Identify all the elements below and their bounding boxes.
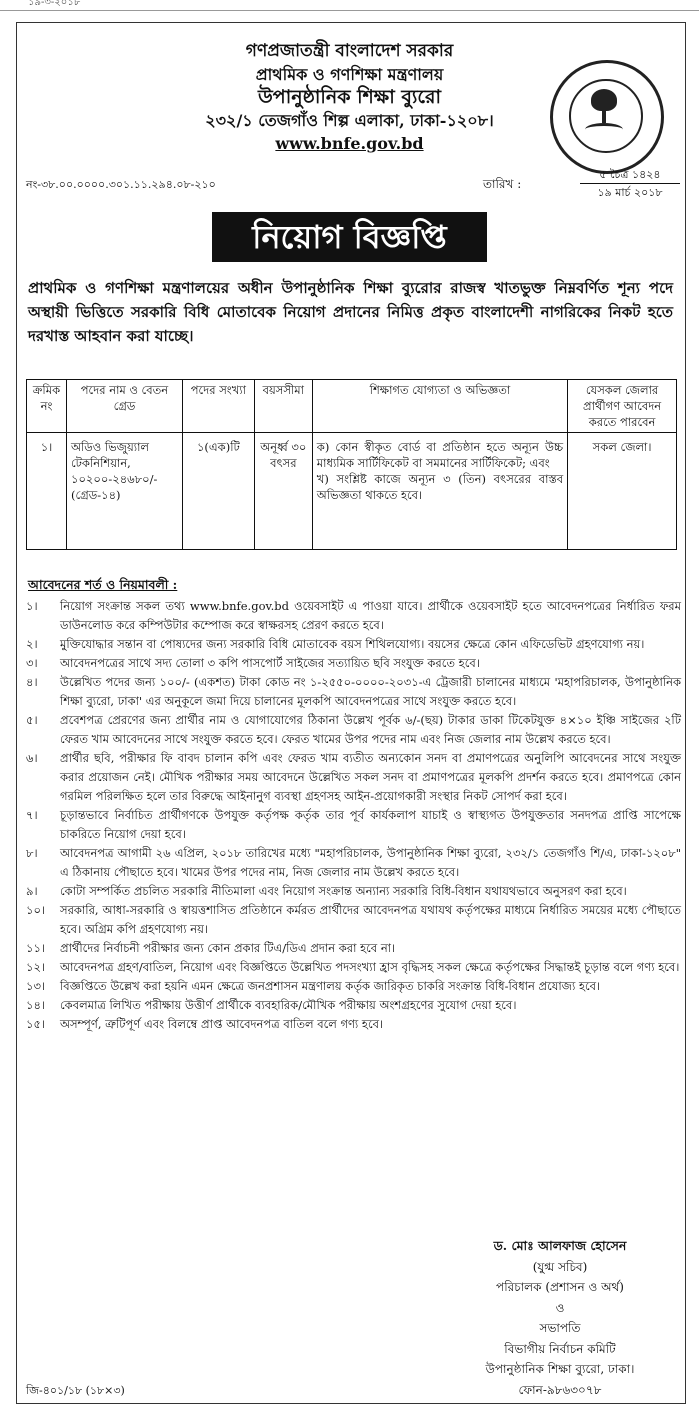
vacancy-table [26,379,677,550]
table-row [27,433,677,550]
signatory-and: ও [555,1300,565,1315]
col-count: পদের সংখ্যা [182,380,254,433]
signatory-post: পরিচালক (প্রশাসন ও অর্থ) [496,1280,624,1294]
date-bangla: ৫ চৈত্র ১৪২৪ [580,166,680,184]
col-age: বয়সসীমা [254,380,312,433]
website-link[interactable]: www.bnfe.gov.bd [275,134,424,153]
cell-count: ১(এক)টি [182,433,254,550]
qualification-a: ক) কোন স্বীকৃত বোর্ড বা প্রতিষ্ঠান হতে অন্যূন উচ্চ মাধ্যমিক সার্টিফিকেট বা সমমানের সার্টিফিকেট; এবং [316,440,564,470]
list-item: ১৫। অসম্পূর্ণ, ত্রুটিপূর্ণ এবং বিলম্বে প্রাপ্ত আবেদনপত্র বাতিল বলে গণ্য হবে। [26,1017,384,1031]
col-serial: ক্রমিক নং [27,380,67,433]
cell-post: অডিও ভিজুয়্যাল টেকনিশিয়ান, ১০২০০-২৪৬৮০/- (গ্রেড-১৪) [66,433,182,550]
cell-serial: ১। [27,433,67,550]
signatory-rank: (যুগ্ম সচিব) [532,1259,588,1274]
cell-qualification [312,433,567,550]
date-english: ১৯ মার্চ ২০১৮ [597,186,663,199]
signature-block [420,1236,699,1400]
date-label: তারিখ : [483,177,522,191]
top-strip [0,0,699,11]
conditions-list [26,597,681,1034]
signatory-committee: বিভাগীয় নির্বাচন কমিটি [504,1341,616,1356]
bureau-seal-logo [550,60,664,174]
date-box [580,166,680,201]
list-item: ১৪। কেবলমাত্র লিখিত পরীক্ষায় উত্তীর্ণ প্রার্থীকে ব্যবহারিক/মৌখিক পরীক্ষায় অংশগ্রহণের সুযোগ দেয়া হবে। [26,998,517,1012]
list-item: ৯। কোটা সম্পর্কিত প্রচলিত সরকারি নীতিমালা এবং নিয়োগ সংক্রান্ত অন্যান্য সরকারি বিধি-বিধান যথাযথভাবে অনুসরণ করা হবে। [26,884,627,898]
memo-number: নং-৩৮.০০.০০০০.৩০১.১১.২৯৪.০৮-২১০ [26,178,216,191]
list-item: ১০। সরকারি, আধা-সরকারি ও স্বায়ত্তশাসিত প্রতিষ্ঠানে কর্মরত প্রার্থীদের আবেদনপত্র যথাযথ কর্তৃপক্ষের মাধ্যমে নির্ধারিত সময়ের মধ্যে পৌছাতে হবে। অগ্রিম কপি গ্রহণযোগ্য নয়। [26,903,681,936]
list-item: ৬। প্রার্থীর ছবি, পরীক্ষার ফি বাবদ চালান কপি এবং ফেরত খাম ব্যতীত অন্যকোন সনদ বা প্রমাণপত্রের অনুলিপি আবেদনের সাথে সংযুক্ত করার প্রয়োজন নেই। মৌখিক পরীক্ষার সময় আবেদনে উল্লেখিত সকল সনদ বা প্রমাণপত্রের মূলকপি প্রদর্শন করতে হবে। প্রমাণপত্রে কোন গরমিল পরিলক্ষিত হলে তার বিরুদ্ধে আইনানুগ ব্যবস্থা গ্রহণসহ আইন-প্রয়োগকারী সংস্থার নিকট সোপর্দ করা হবে। [26,751,681,803]
signatory-role: সভাপতি [539,1321,581,1335]
address: ২৩২/১ তেজগাঁও শিল্প এলাকা, ঢাকা-১২০৮। [205,111,494,130]
col-districts: যেসকল জেলার প্রার্থীগণ আবেদন করতে পারবেন [568,380,677,433]
signatory-name: ড. মোঃ আলফাজ হোসেন [493,1238,627,1253]
bureau-name: উপানুষ্ঠানিক শিক্ষা ব্যুরো [258,86,441,108]
col-qualification: শিক্ষাগত যোগ্যতা ও অভিজ্ঞতা [312,380,567,433]
notice-title: নিয়োগ বিজ্ঞপ্তি [212,212,487,262]
govt-name: গণপ্রজাতন্ত্রী বাংলাদেশ সরকার [245,41,454,61]
signatory-office: উপানুষ্ঠানিক শিক্ষা ব্যুরো, ঢাকা। [485,1362,635,1376]
col-post: পদের নাম ও বেতন গ্রেড [66,380,182,433]
list-item: ১১। প্রার্থীদের নির্বাচনী পরীক্ষার জন্য কোন প্রকার টিএ/ডিএ প্রদান করা হবে না। [26,941,396,955]
signatory-phone: ফোন-৯৮৬৩০৭৮ [518,1382,602,1397]
open-book-icon [585,123,623,136]
footer-code: জি-৪০১/১৮ (১৮×৩) [26,1384,125,1397]
list-item: ৭। চূড়ান্তভাবে নির্বাচিত প্রার্থীগণকে উপযুক্ত কর্তৃপক্ষ কর্তৃক তার পূর্ব কার্যকলাপ যাচাই ও স্বাস্থ্যগত উপযুক্ততার সনদপত্র প্রাপ্তি সাপেক্ষে চাকরিতে নিয়োগ দেয়া হবে। [26,808,681,841]
list-item: ১। নিয়োগ সংক্রান্ত সকল তথ্য www.bnfe.gov.bd ওয়েবসাইট এ পাওয়া যাবে। প্রার্থীকে ওয়েবসাইট হতে আবেদনপত্রের নির্ধারিত ফরম ডাউনলোড করে কম্পিউটার কম্পোজ করে স্বাক্ষরসহ প্রেরণ করতে হবে। [26,599,681,632]
list-item: ২। মুক্তিযোদ্ধার সন্তান বা পোষ্যদের জন্য সরকারি বিধি মোতাবেক বয়স শিথিলযোগ্য। বয়সের ক্ষেত্রে কোন এফিডেভিট গ্রহণযোগ্য নয়। [26,637,645,651]
list-item: ৪। উল্লেখিত পদের জন্য ১০০/- (একশত) টাকা কোড নং ১-২৫৫০-০০০০-২০৩১-এ ট্রেজারী চালানের মাধ্যমে 'মহাপরিচালক, উপানুষ্ঠানিক শিক্ষা ব্যুরো, ঢাকা' এর অনুকূলে জমা দিয়ে চালানের মূলকপি আবেদনপত্রের সাথে সংযুক্ত করতে হবে। [26,675,681,708]
conditions-title: আবেদনের শর্ত ও নিয়মাবলী : [28,577,178,592]
list-item: ১২। আবেদনপত্র গ্রহণ/বাতিল, নিয়োগ এবং বিজ্ঞপ্তিতে উল্লেখিত পদসংখ্যা হ্রাস বৃদ্ধিসহ সকল ক্ষেত্রে কর্তৃপক্ষের সিদ্ধান্তই চূড়ান্ত বলে গণ্য হবে। [26,960,680,974]
top-strip-text: ১৯-৩-২০১৮ [28,0,81,8]
list-item: ৮। আবেদনপত্র আগামী ২৬ এপ্রিল, ২০১৮ তারিখের মধ্যে "মহাপরিচালক, উপানুষ্ঠানিক শিক্ষা ব্যুরো, ২৩২/১ তেজগাঁও শি/এ, ঢাকা-১২০৮" এ ঠিকানায় পৌছাতে হবে। খামের উপর পদের নাম, নিজ জেলার নাম উল্লেখ করতে হবে। [26,846,681,879]
ministry-name: প্রাথমিক ও গণশিক্ষা মন্ত্রণালয় [255,65,444,84]
qualification-b: খ) সংশ্লিষ্ট কাজে অন্যূন ৩ (তিন) বৎসরের বাস্তব অভিজ্ঞতা থাকতে হবে। [316,472,564,502]
tree-trunk-icon [602,109,606,123]
cell-districts: সকল জেলা। [568,433,677,550]
tree-icon [591,89,617,111]
list-item: ১৩। বিজ্ঞপ্তিতে উল্লেখ করা হয়নি এমন ক্ষেত্রে জনপ্রশাসন মন্ত্রণালয় কর্তৃক জারিকৃত চাকরি সংক্রান্ত বিধি-বিধান প্রযোজ্য হবে। [26,979,601,993]
list-item: ৩। আবেদনপত্রের সাথে সদ্য তোলা ৩ কপি পাসপোর্ট সাইজের সত্যায়িত ছবি সংযুক্ত করতে হবে। [26,656,480,670]
cell-age: অনূর্ধ্ব ৩০ বৎসর [254,433,312,550]
intro-paragraph: প্রাথমিক ও গণশিক্ষা মন্ত্রণালয়ের অধীন উপানুষ্ঠানিক শিক্ষা ব্যুরোর রাজস্ব খাতভুক্ত নিম্নবর্ণিত শূন্য পদে অস্থায়ী ভিত্তিতে সরকারি বিধি মোতাবেক নিয়োগ প্রদানের নিমিত্ত প্রকৃত বাংলাদেশী নাগরিকের নিকট হতে দরখাস্ত আহবান করা যাচ্ছে। [28,279,673,345]
list-item: ৫। প্রবেশপত্র প্রেরণের জন্য প্রার্থীর নাম ও যোগাযোগের ঠিকানা উল্লেখ পূর্বক ৬/-(ছয়) টাকার ডাকা টিকেটযুক্ত ৪×১০ ইঞ্চি সাইজের ২টি ফেরত খাম আবেদনের সাথে সংযুক্ত করতে হবে। ফেরত খামের উপর পদের নাম এবং নিজ জেলার নাম উল্লেখ করতে হবে। [26,713,681,746]
table-header-row [27,380,677,433]
